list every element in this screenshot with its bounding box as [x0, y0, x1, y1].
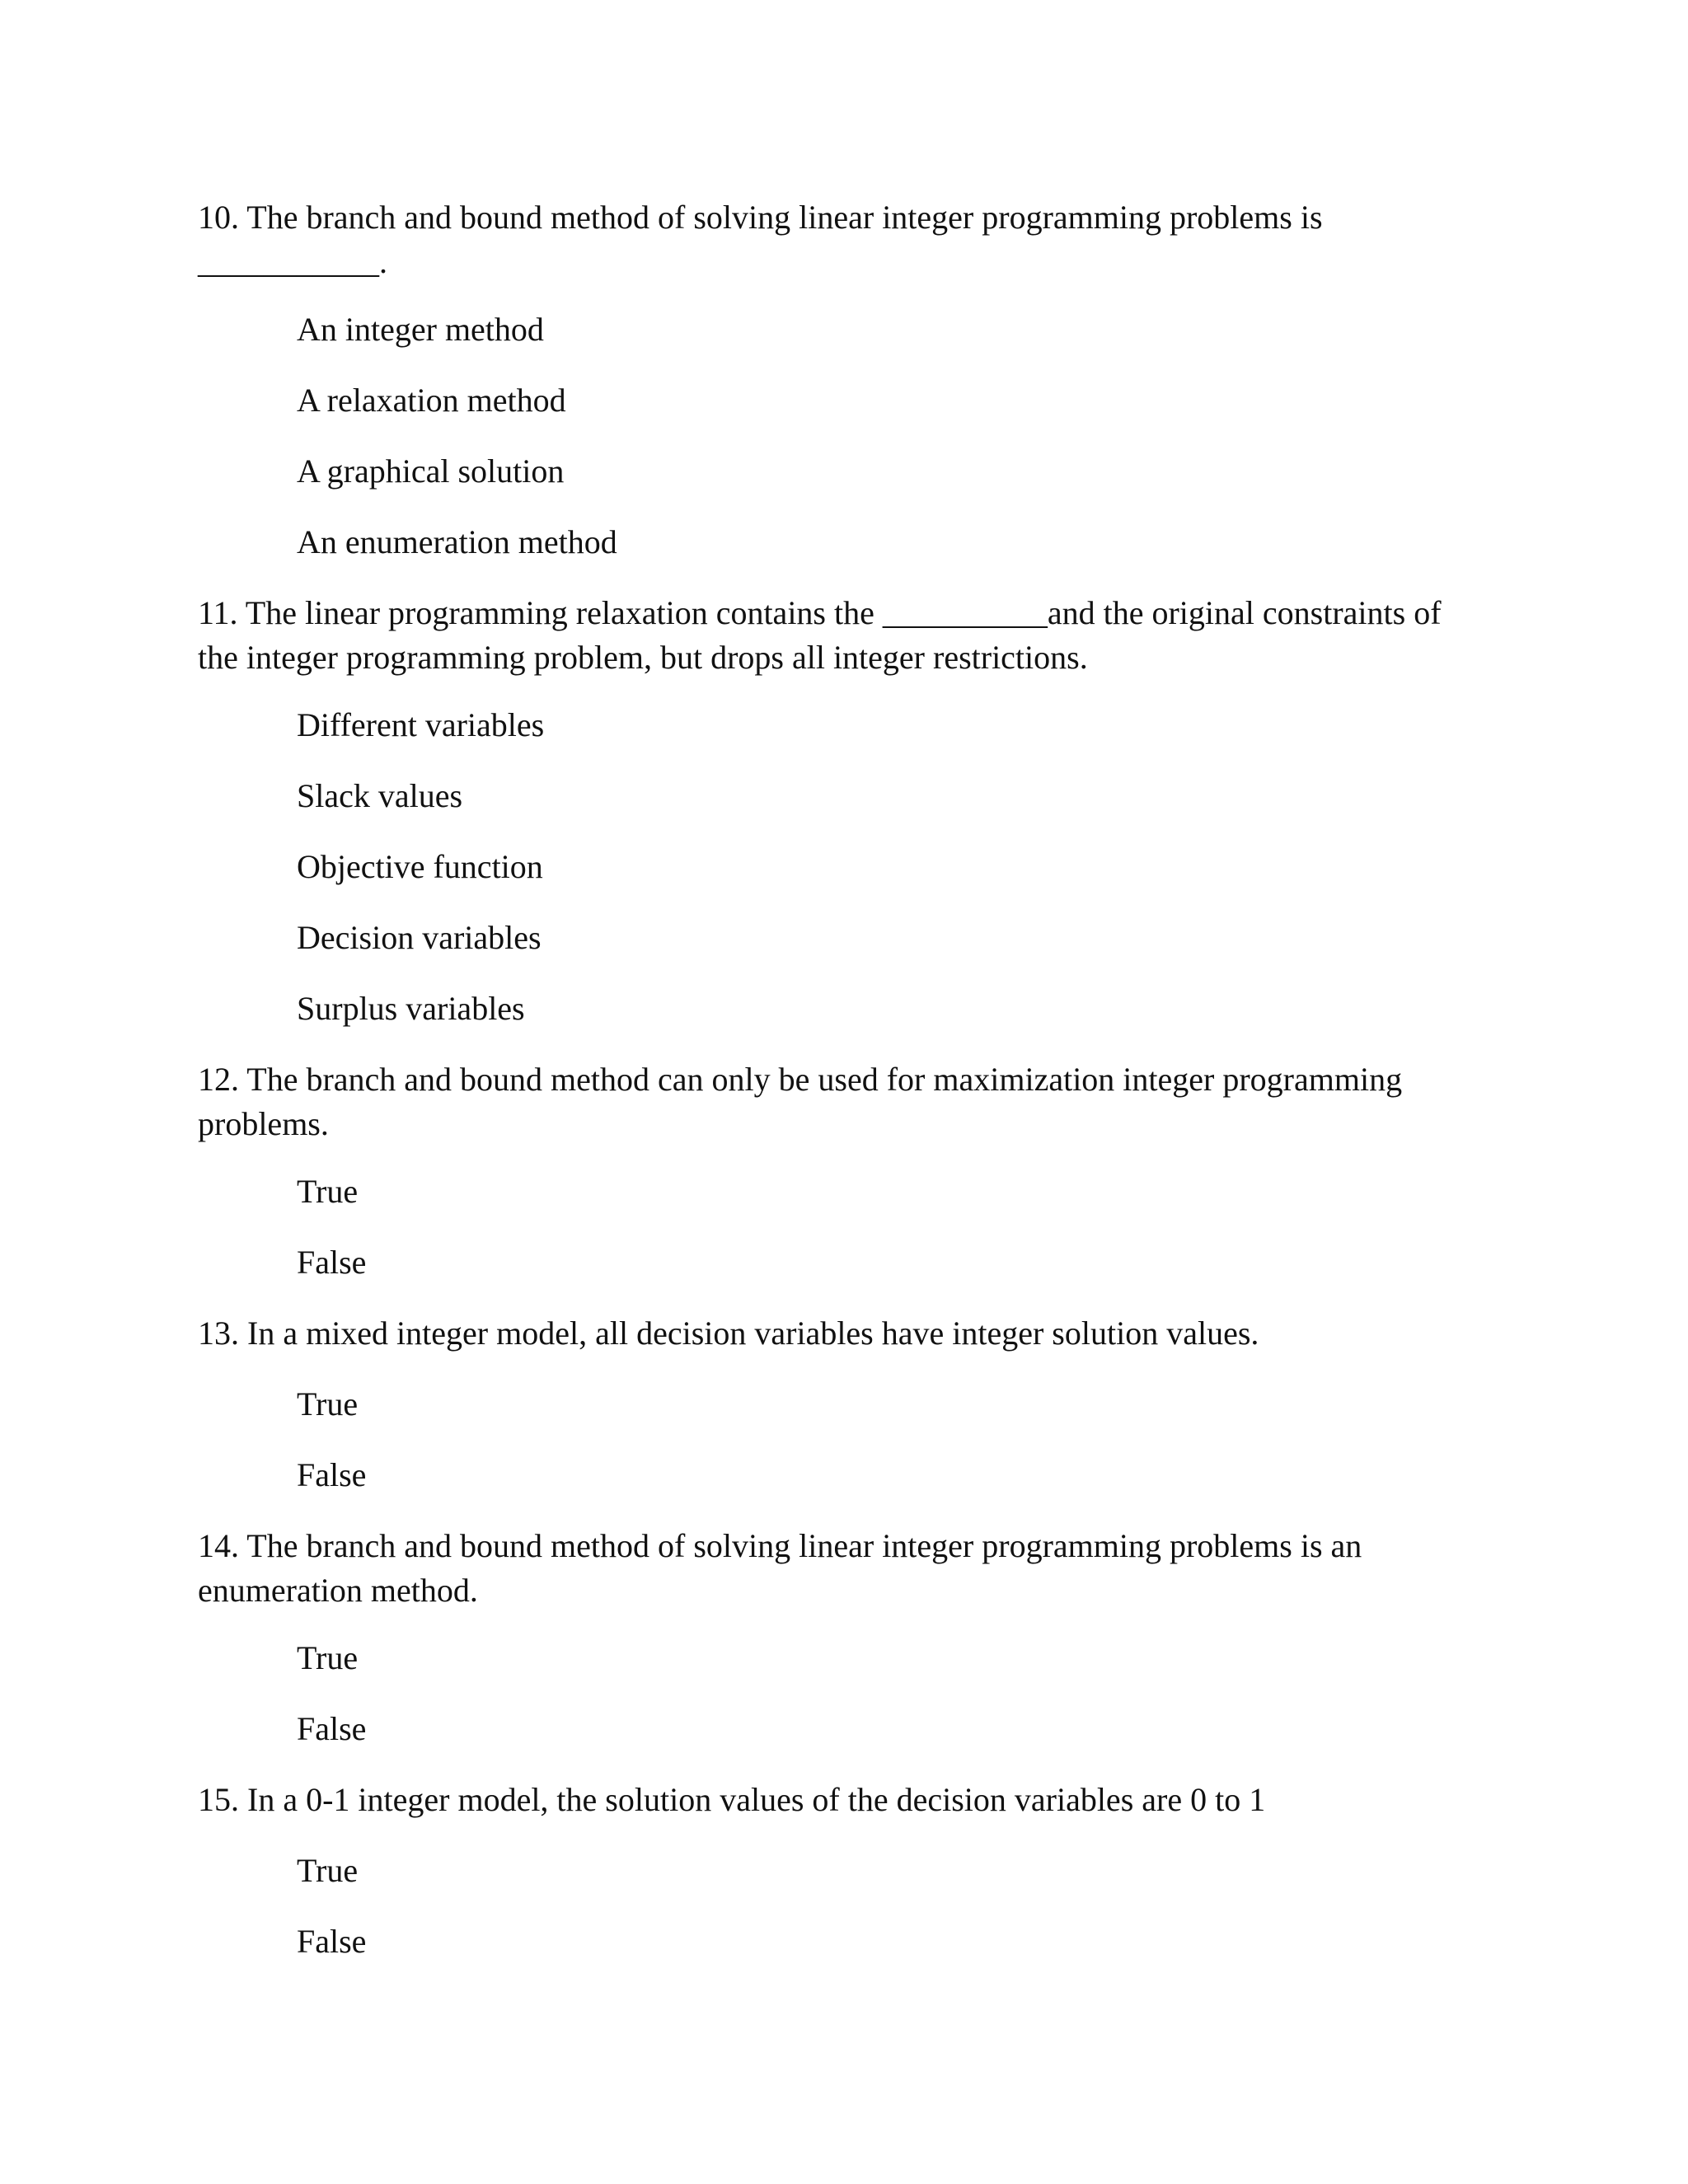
question-10: 10. The branch and bound method of solving linear integer programming problems is ___________. [198, 199, 1323, 280]
q10-option-3: A graphical solution [297, 452, 565, 490]
q14-option-false: False [297, 1710, 367, 1747]
q12-option-true: True [297, 1173, 359, 1210]
q11-option-5: Surplus variables [297, 990, 525, 1027]
question-11: 11. The linear programming relaxation contains the __________and the original constraints of the integer programming problem, but drops all integer restrictions. [198, 594, 1442, 676]
q15-option-false: False [297, 1923, 367, 1960]
question-15: 15. In a 0-1 integer model, the solution values of the decision variables are 0 to 1 [198, 1781, 1266, 1818]
q15-option-true: True [297, 1852, 359, 1889]
question-13: 13. In a mixed integer model, all decision variables have integer solution values. [198, 1315, 1259, 1352]
q10-option-1: An integer method [297, 311, 544, 348]
q13-option-false: False [297, 1456, 367, 1493]
q12-option-false: False [297, 1244, 367, 1281]
q11-option-1: Different variables [297, 706, 545, 743]
q13-option-true: True [297, 1385, 359, 1422]
q11-option-4: Decision variables [297, 919, 542, 956]
question-12: 12. The branch and bound method can only be used for maximization integer programming problems. [198, 1061, 1403, 1142]
q10-option-4: An enumeration method [297, 523, 617, 560]
q14-option-true: True [297, 1639, 359, 1676]
question-14: 14. The branch and bound method of solving linear integer programming problems is an enumeration method. [198, 1527, 1362, 1609]
q11-option-2: Slack values [297, 777, 463, 814]
q10-option-2: A relaxation method [297, 382, 566, 419]
q11-option-3: Objective function [297, 848, 543, 885]
